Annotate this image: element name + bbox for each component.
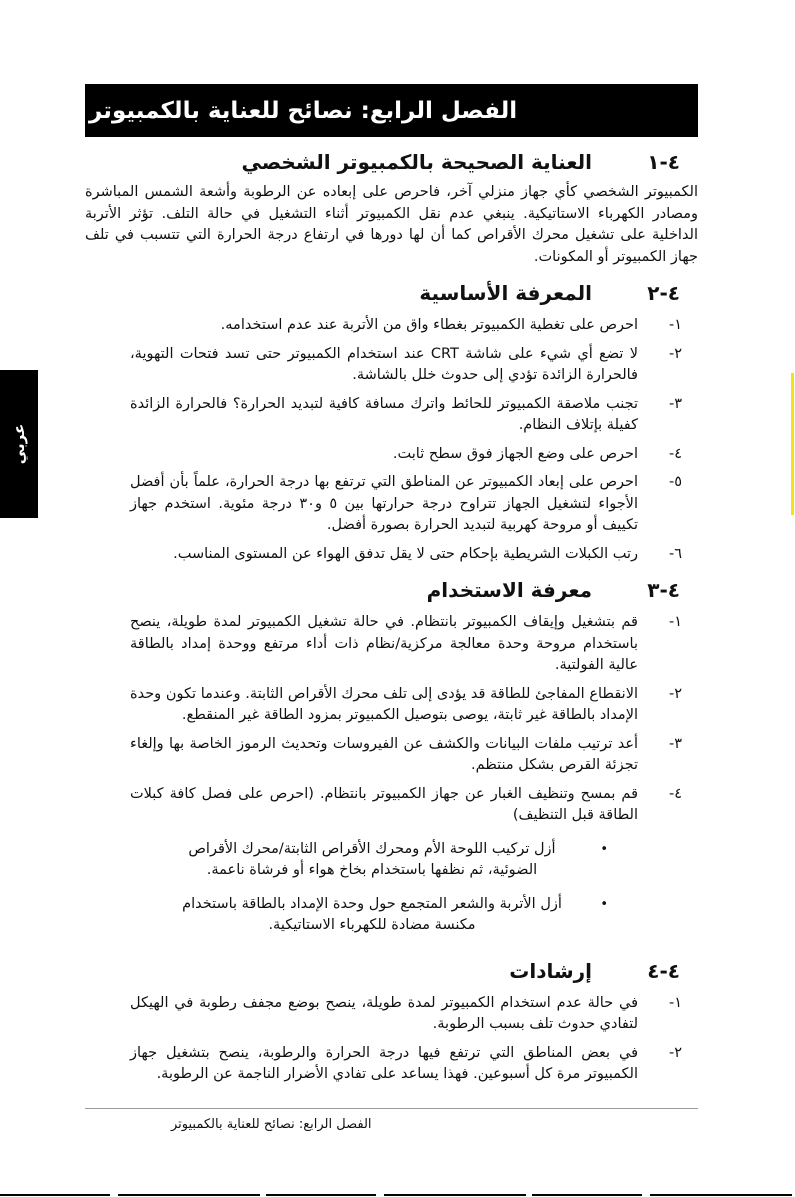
sub-bullet: [85, 839, 698, 882]
list-item: [85, 684, 698, 727]
sub-bullet: [85, 894, 698, 937]
item-text: في بعض المناطق التي ترتفع فيها درجة الحرارة والرطوبة، ينصح بتشغيل جهاز الكمبيوتر مرة كل أسبوعين. فهذا يساعد على تفادي الأضرار الناجمة عن الرطوبة.: [130, 1044, 638, 1082]
section-4-4-list: [85, 993, 698, 1086]
item-text: في حالة عدم استخدام الكمبيوتر لمدة طويلة، ينصح بوضع مجفف رطوبة في الهيكل لتفادي حدوث تلف بسبب الرطوبة.: [130, 994, 638, 1032]
list-item: [85, 544, 698, 566]
item-text: احرص على تغطية الكمبيوتر بغطاء واق من الأتربة عند عدم استخدامه.: [220, 317, 638, 333]
section-title: العناية الصحيحة بالكمبيوتر الشخصي: [241, 150, 592, 174]
chapter-title-banner: [85, 84, 698, 137]
page-bottom-scan-line: [0, 1194, 795, 1196]
item-number: ٢-: [668, 1044, 682, 1061]
item-number: ٤-: [668, 785, 682, 802]
section-title: معرفة الاستخدام: [426, 578, 592, 602]
item-number: ١-: [668, 614, 682, 630]
item-number: ٥-: [668, 474, 682, 490]
section-number: ٤-١: [647, 150, 680, 174]
chapter-title: الفصل الرابع: نصائح للعناية بالكمبيوتر: [89, 97, 518, 124]
section-number: ٤-٢: [647, 281, 680, 305]
list-item: [85, 784, 698, 827]
language-side-tab: [0, 370, 38, 518]
list-item: [85, 444, 698, 466]
bullet-icon: •: [600, 841, 608, 857]
list-item: [85, 472, 698, 537]
section-heading-4-1: [85, 150, 698, 174]
item-number: ٢-: [668, 685, 682, 702]
item-text: رتب الكبلات الشريطية بإحكام حتى لا يقل تدفق الهواء عن المستوى المناسب.: [173, 545, 638, 562]
page-content: [85, 0, 698, 1132]
list-item: [85, 394, 698, 437]
item-text: احرص على وضع الجهاز فوق سطح ثابت.: [392, 445, 638, 462]
section-title: المعرفة الأساسية: [419, 281, 592, 305]
intro-paragraph: الكمبيوتر الشخصي كأي جهاز منزلي آخر، فاحرص على إبعاده عن الرطوبة وأشعة الشمس المباشرة ومصادر الكهرباء الاستاتيكية. ينبغي عدم نقل الكمبيوتر أثناء التشغيل في حالة التلف. تؤثر الأتربة الداخلية على تشغيل محرك الأقراص كما أن لها دورها في ارتفاع درجة الحرارة التي تتسبب في تلف جهاز الكمبيوتر أو المكونات.: [85, 184, 698, 265]
item-text: قم بتشغيل وإيقاف الكمبيوتر بانتظام. في حالة تشغيل الكمبيوتر لمدة طويلة، ينصح باستخدام مروحة وحدة معالجة مركزية/نظام ذات أداء مرتفع ووحدة إمداد بالطاقة عالية الفولتية.: [130, 614, 638, 673]
item-number: ١-: [668, 317, 682, 333]
item-text: أعد ترتيب ملفات البيانات والكشف عن الفيروسات وتحديث الرموز الخاصة بها وإلغاء تجزئة القرص بشكل منتظم.: [130, 735, 638, 773]
item-number: ١-: [668, 994, 682, 1011]
item-text: احرص على إبعاد الكمبيوتر عن المناطق التي ترتفع بها درجة الحرارة، علماً بأن أفضل الأجواء لتشغيل الجهاز تتراوح درجة حرارتها بين ٥ و٣٠ درجة مئوية. استخدم جهاز تكييف أو مروحة كهربية لتبديد الحرارة بصورة أفضل.: [130, 474, 638, 533]
bullet-icon: •: [600, 896, 608, 912]
bullet-text: أزل تركيب اللوحة الأم ومحرك الأقراص الثابتة/محرك الأقراص الضوئية، ثم نظفها باستخدام بخاخ هواء أو فرشاة ناعمة.: [188, 840, 556, 878]
item-number: ٣-: [668, 395, 682, 412]
page-footer: [85, 1113, 698, 1132]
item-text: الانقطاع المفاجئ للطاقة قد يؤدى إلى تلف محرك الأقراص الثابتة. وعندما تكون وحدة الإمداد بالطاقة غير ثابتة، يوصى بتوصيل الكمبيوتر بمزود الطاقة غير المنقطع.: [130, 685, 638, 723]
item-text: قم بمسح وتنظيف الغبار عن جهاز الكمبيوتر بانتظام. (احرص على فصل كافة كبلات الطاقة قبل التنظيف): [130, 785, 638, 823]
item-number: ٣-: [668, 735, 682, 752]
footer-chapter-label: الفصل الرابع: نصائح للعناية بالكمبيوتر: [171, 1116, 372, 1132]
list-item: [85, 734, 698, 777]
list-item: [85, 612, 698, 677]
list-item: [85, 315, 698, 337]
section-number: ٤-٤: [647, 958, 680, 983]
side-tab-label: عربي: [9, 423, 28, 465]
section-heading-4-2: [85, 281, 698, 305]
section-title: إرشادات: [509, 958, 592, 983]
list-item: [85, 1043, 698, 1086]
yellow-edge-marker: [791, 373, 794, 515]
section-heading-4-4: [85, 959, 698, 983]
item-text: لا تضع أي شيء على شاشة CRT عند استخدام الكمبيوتر حتى تسد فتحات التهوية، فالحرارة الزائدة تؤدي إلى حدوث خلل بالشاشة.: [130, 345, 638, 383]
section-number: ٤-٣: [647, 578, 680, 602]
footer-divider: [85, 1108, 698, 1109]
item-text: تجنب ملاصقة الكمبيوتر للحائط واترك مسافة كافية لتبديد الحرارة؟ فالحرارة الزائدة كفيلة بإتلاف النظام.: [130, 395, 638, 433]
section-4-3-list: [85, 612, 698, 937]
item-number: ٦-: [668, 545, 682, 562]
section-4-2-list: [85, 315, 698, 565]
bullet-text: أزل الأتربة والشعر المتجمع حول وحدة الإمداد بالطاقة باستخدام مكنسة مضادة للكهرباء الاستاتيكية.: [182, 895, 562, 933]
list-item: [85, 993, 698, 1036]
list-item: [85, 344, 698, 387]
section-heading-4-3: [85, 578, 698, 602]
item-number: ٤-: [668, 445, 682, 462]
item-number: ٢-: [668, 345, 682, 362]
